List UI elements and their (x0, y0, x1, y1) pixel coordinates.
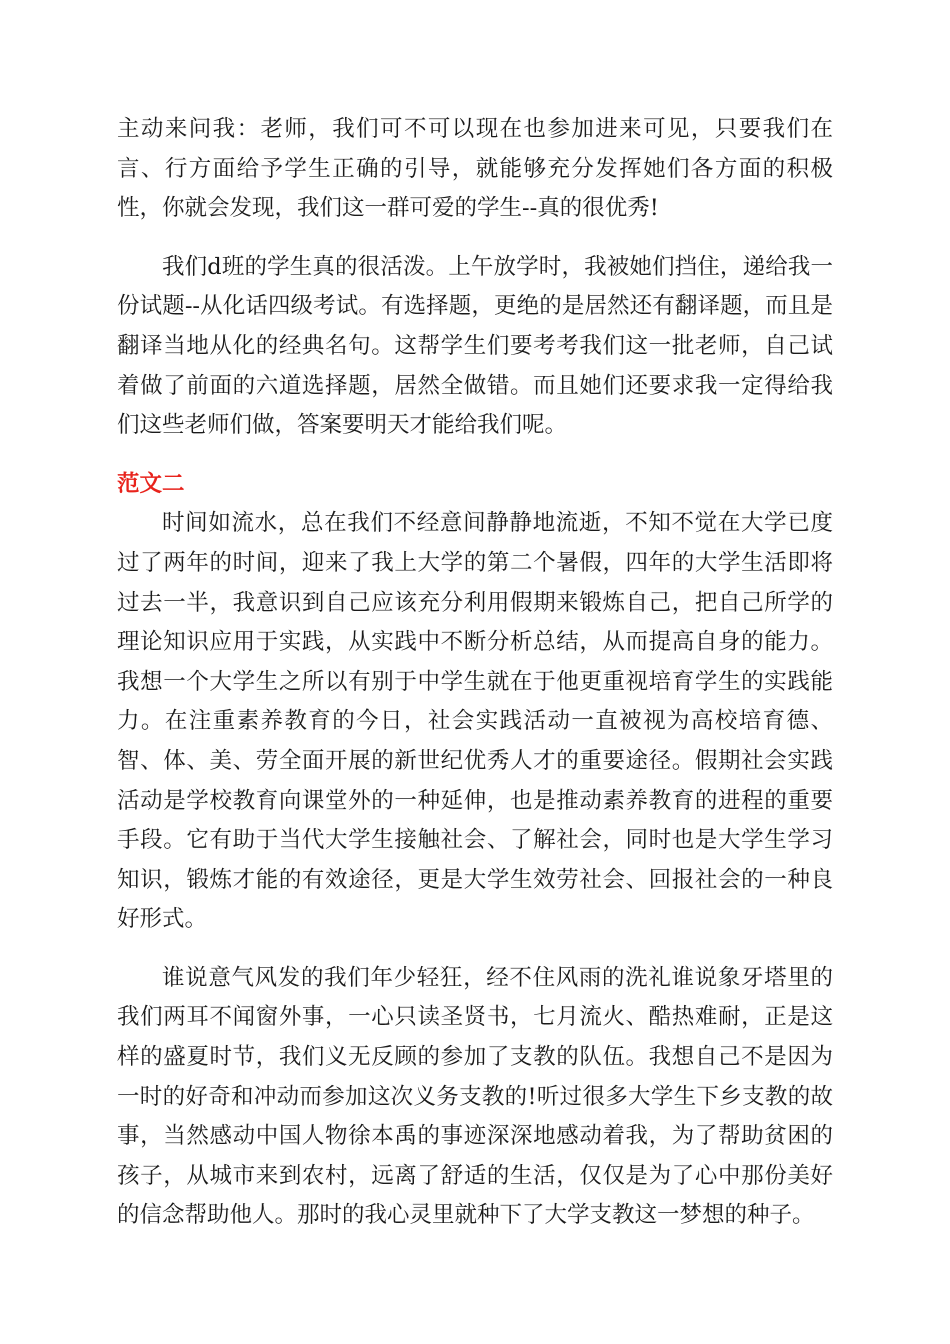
document-body (117, 110, 833, 1236)
paragraph-spacer (117, 446, 833, 465)
paragraph-spacer (117, 229, 833, 248)
paragraph-time-flows: 时间如流水，总在我们不经意间静静地流逝，不知不觉在大学已度过了两年的时间，迎来了我上大学的第二个暑假，四年的大学生活即将过去一半，我意识到自己应该充分利用假期来锻炼自己，把自己所学的理论知识应用于实践，从实践中不断分析总结，从而提高自身的能力。我想一个大学生之所以有别于中学生就在于他更重视培育学生的实践能力。在注重素养教育的今日，社会实践活动一直被视为高校培育德、智、体、美、劳全面开展的新世纪优秀人才的重要途径。假期社会实践活动是学校教育向课堂外的一种延伸，也是推动素养教育的进程的重要手段。它有助于当代大学生接触社会、了解社会，同时也是大学生学习知识，锻炼才能的有效途径，更是大学生效劳社会、回报社会的一种良好形式。 (117, 510, 833, 933)
paragraph-support-teaching: 谁说意气风发的我们年少轻狂，经不住风雨的洗礼谁说象牙塔里的我们两耳不闻窗外事，一心只读圣贤书，七月流火、酷热难耐，正是这样的盛夏时节，我们义无反顾的参加了支教的队伍。我想自己不是因为一时的好奇和冲动而参加这次义务支教的!听过很多大学生下乡支教的故事，当然感动中国人物徐本禹的事迹深深地感动着我，为了帮助贫困的孩子，从城市来到农村，远离了舒适的生活，仅仅是为了心中那份美好的信念帮助他人。那时的我心灵里就种下了大学支教这一梦想的种子。 (117, 964, 833, 1229)
paragraph-class-d: 我们d班的学生真的很活泼。上午放学时，我被她们挡住，递给我一份试题--从化话四级考试。有选择题，更绝的是居然还有翻译题，而且是翻译当地从化的经典名句。这帮学生们要考考我们这一批老师，自己试着做了前面的六道选择题，居然全做错。而且她们还要求我一定得给我们这些老师们做，答案要明天才能给我们呢。 (117, 253, 833, 439)
section-heading: 范文二 (117, 470, 185, 497)
paragraph-spacer (117, 940, 833, 959)
paragraph-continuation: 主动来问我：老师，我们可不可以现在也参加进来可见，只要我们在言、行方面给予学生正确的引导，就能够充分发挥她们各方面的积极性，你就会发现，我们这一群可爱的学生--真的很优秀! (117, 116, 833, 222)
